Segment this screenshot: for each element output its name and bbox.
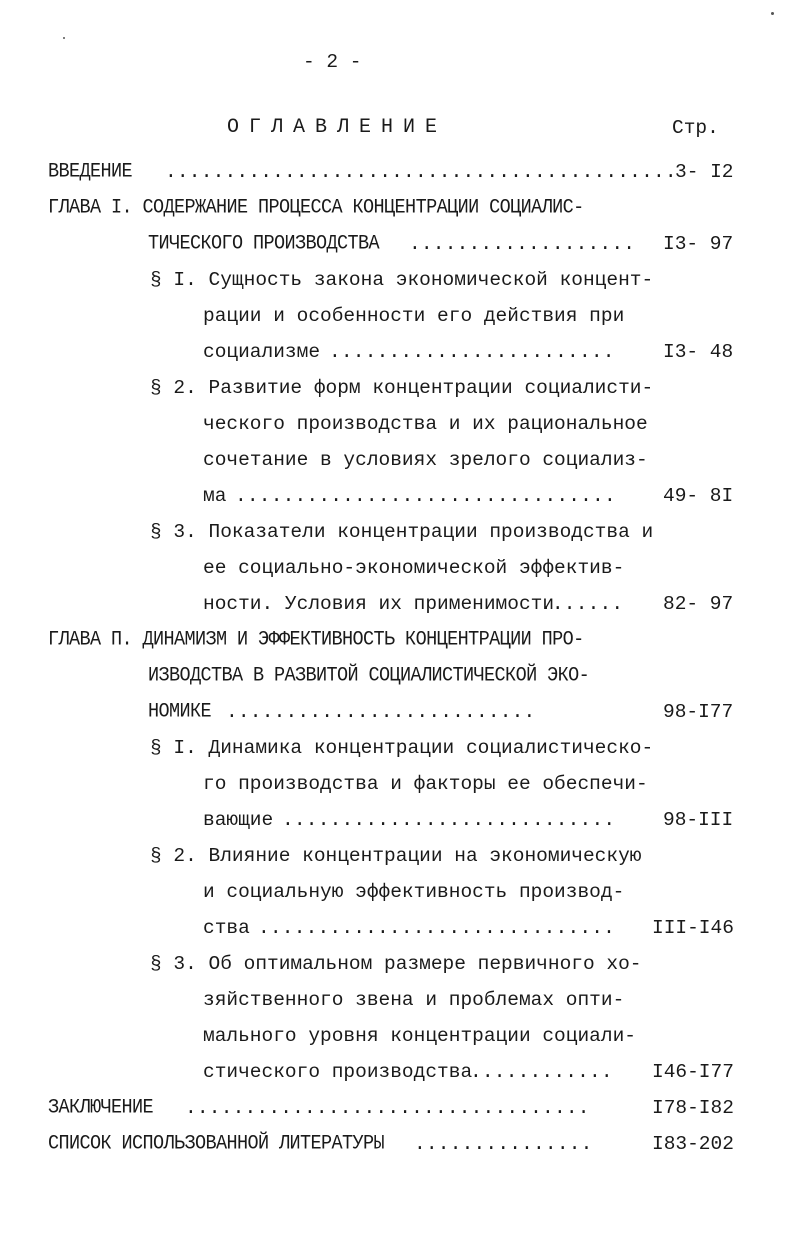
page-range: 98-III bbox=[663, 809, 734, 831]
page-range: I3- 97 bbox=[663, 233, 734, 255]
toc-section-2-2-cont: ства bbox=[203, 917, 250, 939]
toc-section-1-3: § 3. Показатели концентрации производства и bbox=[150, 521, 654, 543]
page-range: 3- I2 bbox=[675, 161, 734, 183]
leader-dots: ............ bbox=[470, 1061, 613, 1083]
toc-section-2-3-cont: мального уровня концентрации социали- bbox=[203, 1025, 636, 1047]
toc-chapter-1-title-cont: ТИЧЕСКОГО ПРОИЗВОДСТВА bbox=[148, 231, 380, 256]
leader-dots: .............................. bbox=[258, 917, 616, 939]
page-range: I46-I77 bbox=[652, 1061, 734, 1083]
toc-chapter-2-title-cont: ИЗВОДСТВА В РАЗВИТОЙ СОЦИАЛИСТИЧЕСКОЙ ЭКО- bbox=[148, 663, 590, 688]
toc-section-2-2: § 2. Влияние концентрации на экономическую bbox=[150, 845, 642, 867]
leader-dots: ............... bbox=[414, 1133, 593, 1155]
scan-speck bbox=[771, 12, 774, 15]
leader-dots: ........................................... bbox=[165, 161, 677, 183]
leader-dots: ....... bbox=[540, 593, 624, 615]
toc-section-1-2-cont: ческого производства и их рациональное bbox=[203, 413, 648, 435]
page-number: - 2 - bbox=[303, 51, 362, 73]
toc-section-1-2-cont: ма bbox=[203, 485, 227, 507]
leader-dots: ................... bbox=[409, 233, 636, 255]
toc-entry-conclusion: ЗАКЛЮЧЕНИЕ bbox=[48, 1095, 154, 1120]
toc-section-2-3-cont: зяйственного звена и проблемах опти- bbox=[203, 989, 625, 1011]
page-range: I78-I82 bbox=[652, 1097, 734, 1119]
toc-section-1-1-cont: рации и особенности его действия при bbox=[203, 305, 625, 327]
toc-section-1-1: § I. Сущность закона экономической концент- bbox=[150, 269, 654, 291]
page-range: III-I46 bbox=[652, 917, 734, 939]
toc-section-1-3-cont: ности. Условия их применимости bbox=[203, 593, 555, 615]
toc-chapter-2-title: ГЛАВА П. ДИНАМИЗМ И ЭФФЕКТИВНОСТЬ КОНЦЕНТРАЦИИ ПРО- bbox=[48, 627, 584, 652]
page-range: I83-202 bbox=[652, 1133, 734, 1155]
toc-section-1-2: § 2. Развитие форм концентрации социалисти- bbox=[150, 377, 654, 399]
toc-chapter-2-title-cont: НОМИКЕ bbox=[148, 699, 212, 724]
leader-dots: .......................... bbox=[226, 701, 536, 723]
leader-dots: ........................ bbox=[329, 341, 615, 363]
page-range: I3- 48 bbox=[663, 341, 734, 363]
toc-entry-introduction: ВВЕДЕНИЕ bbox=[48, 159, 133, 184]
toc-chapter-1-title: ГЛАВА I. СОДЕРЖАНИЕ ПРОЦЕССА КОНЦЕНТРАЦИИ СОЦИАЛИС- bbox=[48, 195, 584, 220]
toc-section-1-1-cont: социализме bbox=[203, 341, 321, 363]
toc-section-2-2-cont: и социальную эффективность производ- bbox=[203, 881, 625, 903]
leader-dots: ............................ bbox=[282, 809, 616, 831]
toc-section-2-3-cont: стического производства bbox=[203, 1061, 473, 1083]
toc-section-2-1-cont: го производства и факторы ее обеспечи- bbox=[203, 773, 648, 795]
toc-section-2-3: § 3. Об оптимальном размере первичного хо- bbox=[150, 953, 642, 975]
toc-section-1-2-cont: сочетание в условиях зрелого социализ- bbox=[203, 449, 648, 471]
page-column-header: Стр. bbox=[672, 117, 719, 139]
page-range: 82- 97 bbox=[663, 593, 734, 615]
toc-heading: ОГЛАВЛЕНИЕ bbox=[227, 116, 448, 139]
page-range: 98-I77 bbox=[663, 701, 734, 723]
toc-section-1-3-cont: ее социально-экономической эффектив- bbox=[203, 557, 625, 579]
page-range: 49- 8I bbox=[663, 485, 734, 507]
scan-speck bbox=[63, 37, 65, 39]
leader-dots: ................................ bbox=[235, 485, 616, 507]
leader-dots: .................................. bbox=[185, 1097, 590, 1119]
toc-section-2-1: § I. Динамика концентрации социалистическо- bbox=[150, 737, 654, 759]
toc-entry-bibliography: СПИСОК ИСПОЛЬЗОВАННОЙ ЛИТЕРАТУРЫ bbox=[48, 1131, 385, 1156]
toc-section-2-1-cont: вающие bbox=[203, 809, 274, 831]
